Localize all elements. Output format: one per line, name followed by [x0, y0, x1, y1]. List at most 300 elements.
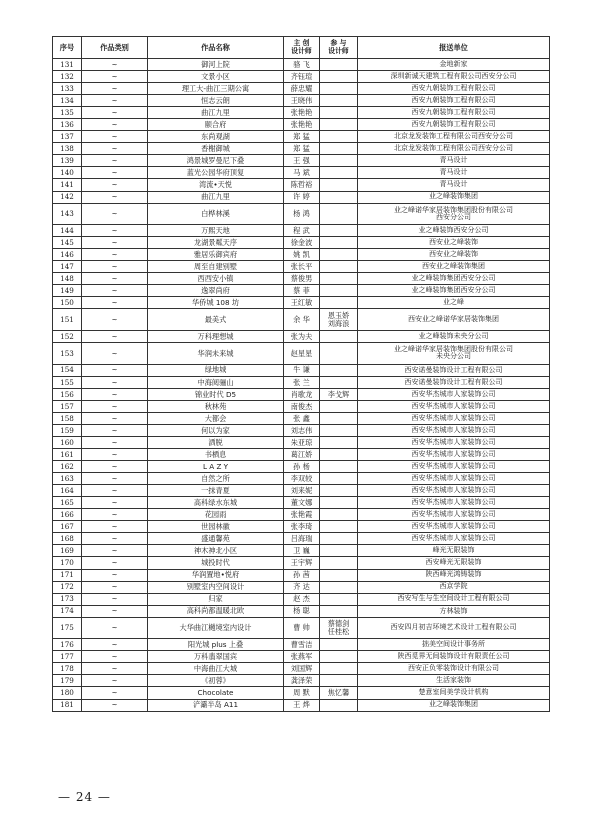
- cell-category: ~: [82, 545, 148, 557]
- cell-no: 149: [53, 285, 82, 297]
- cell-category: ~: [82, 119, 148, 131]
- table-row: [53, 617, 550, 639]
- table-row: [53, 651, 550, 663]
- cell-participant-designer: [320, 249, 358, 261]
- cell-participant-designer: [320, 521, 358, 533]
- cell-submitting-unit: 业之峰装饰西安分公司: [358, 225, 550, 237]
- table-row: [53, 343, 550, 365]
- cell-category: ~: [82, 617, 148, 639]
- cell-category: ~: [82, 237, 148, 249]
- cell-participant-designer: [320, 581, 358, 593]
- cell-no: 168: [53, 533, 82, 545]
- cell-participant-designer: 李戈辉: [320, 388, 358, 400]
- cell-participant-designer: [320, 412, 358, 424]
- cell-submitting-unit: 青马设计: [358, 179, 550, 191]
- cell-work-name: 中海阅骊山: [148, 376, 284, 388]
- cell-category: ~: [82, 699, 148, 711]
- cell-lead-designer: 程 武: [284, 225, 320, 237]
- table-row: [53, 473, 550, 485]
- cell-work-name: 万科翡翠国宾: [148, 651, 284, 663]
- cell-category: ~: [82, 581, 148, 593]
- cell-lead-designer: 刘志伟: [284, 424, 320, 436]
- cell-participant-designer: [320, 59, 358, 71]
- cell-participant-designer: [320, 364, 358, 376]
- table-row: [53, 545, 550, 557]
- cell-work-name: 鸿景城罗曼尼下叠: [148, 155, 284, 167]
- cell-participant-designer: [320, 569, 358, 581]
- cell-submitting-unit: 青马设计: [358, 155, 550, 167]
- cell-category: ~: [82, 343, 148, 365]
- cell-no: 139: [53, 155, 82, 167]
- table-row: [53, 675, 550, 687]
- cell-lead-designer: 吕海瑞: [284, 533, 320, 545]
- cell-lead-designer: 王红敏: [284, 297, 320, 309]
- cell-no: 133: [53, 83, 82, 95]
- table-row: [53, 388, 550, 400]
- cell-lead-designer: 张长平: [284, 261, 320, 273]
- cell-submitting-unit: 西安诺曼装饰设计工程有限公司: [358, 364, 550, 376]
- table-row: [53, 639, 550, 651]
- cell-submitting-unit: 西安华杰城市人家装饰公司: [358, 449, 550, 461]
- cell-work-name: 曲江九里: [148, 191, 284, 203]
- table-row: [53, 400, 550, 412]
- cell-work-name: 神木神北小区: [148, 545, 284, 557]
- cell-participant-designer: [320, 119, 358, 131]
- cell-category: ~: [82, 533, 148, 545]
- table-row: [53, 497, 550, 509]
- cell-submitting-unit: 西安正负零装饰设计有限公司: [358, 663, 550, 675]
- cell-no: 143: [53, 203, 82, 225]
- cell-submitting-unit: 西安业之峰装饰集团: [358, 261, 550, 273]
- cell-category: ~: [82, 663, 148, 675]
- cell-submitting-unit: 业之峰装饰集团: [358, 191, 550, 203]
- cell-submitting-unit: 西安业之峰装饰: [358, 237, 550, 249]
- cell-submitting-unit: 西安九朝装饰工程有限公司: [358, 119, 550, 131]
- cell-participant-designer: [320, 639, 358, 651]
- cell-no: 172: [53, 581, 82, 593]
- cell-lead-designer: 姚 凯: [284, 249, 320, 261]
- header-category: 作品类别: [82, 37, 148, 59]
- table-row: [53, 557, 550, 569]
- cell-no: 157: [53, 400, 82, 412]
- cell-work-name: 逸翠尚府: [148, 285, 284, 297]
- cell-category: ~: [82, 83, 148, 95]
- cell-work-name: 盛通馨苑: [148, 533, 284, 545]
- cell-work-name: 雅居乐御宾府: [148, 249, 284, 261]
- cell-submitting-unit: 西安峰光无限装饰: [358, 557, 550, 569]
- table-row: [53, 285, 550, 297]
- cell-work-name: 香榭御城: [148, 143, 284, 155]
- cell-no: 176: [53, 639, 82, 651]
- cell-participant-designer: [320, 424, 358, 436]
- cell-lead-designer: 陈哲裕: [284, 179, 320, 191]
- cell-participant-designer: [320, 297, 358, 309]
- cell-category: ~: [82, 651, 148, 663]
- cell-no: 167: [53, 521, 82, 533]
- cell-submitting-unit: 西安华杰城市人家装饰公司: [358, 533, 550, 545]
- cell-no: 173: [53, 593, 82, 605]
- cell-submitting-unit: 西安华杰城市人家装饰公司: [358, 424, 550, 436]
- header-lead-designer: 主 创 设计师: [284, 37, 320, 59]
- cell-work-name: 文景小区: [148, 71, 284, 83]
- cell-lead-designer: 张艳艳: [284, 107, 320, 119]
- cell-work-name: 自然之所: [148, 473, 284, 485]
- cell-category: ~: [82, 485, 148, 497]
- cell-participant-designer: [320, 225, 358, 237]
- cell-category: ~: [82, 400, 148, 412]
- table-row: [53, 249, 550, 261]
- cell-no: 179: [53, 675, 82, 687]
- cell-participant-designer: [320, 331, 358, 343]
- table-row: [53, 699, 550, 711]
- table-row: [53, 71, 550, 83]
- cell-submitting-unit: 西安华杰城市人家装饰公司: [358, 509, 550, 521]
- cell-no: 136: [53, 119, 82, 131]
- cell-lead-designer: 曹雪洁: [284, 639, 320, 651]
- cell-submitting-unit: 西安九朝装饰工程有限公司: [358, 95, 550, 107]
- cell-no: 161: [53, 449, 82, 461]
- cell-category: ~: [82, 309, 148, 331]
- cell-participant-designer: [320, 509, 358, 521]
- cell-category: ~: [82, 59, 148, 71]
- cell-submitting-unit: 西安业之峰装饰: [358, 249, 550, 261]
- cell-participant-designer: [320, 651, 358, 663]
- submission-table: [52, 36, 550, 712]
- cell-participant-designer: [320, 167, 358, 179]
- cell-category: ~: [82, 143, 148, 155]
- page-number: — 24 —: [58, 790, 111, 804]
- header-participant-designer: 参 与 设计师: [320, 37, 358, 59]
- cell-lead-designer: 许 婷: [284, 191, 320, 203]
- cell-lead-designer: 张李琦: [284, 521, 320, 533]
- cell-lead-designer: 马 斌: [284, 167, 320, 179]
- table-row: [53, 309, 550, 331]
- cell-category: ~: [82, 167, 148, 179]
- cell-lead-designer: 赵星星: [284, 343, 320, 365]
- cell-submitting-unit: 西安九朝装饰工程有限公司: [358, 107, 550, 119]
- cell-submitting-unit: 西安华杰城市人家装饰公司: [358, 412, 550, 424]
- cell-lead-designer: 郑 猛: [284, 143, 320, 155]
- cell-lead-designer: 张艳艳: [284, 119, 320, 131]
- cell-no: 155: [53, 376, 82, 388]
- cell-lead-designer: 刘国辉: [284, 663, 320, 675]
- table-row: [53, 364, 550, 376]
- cell-work-name: 别墅室内空间设计: [148, 581, 284, 593]
- cell-work-name: 洒脱: [148, 437, 284, 449]
- table-row: [53, 203, 550, 225]
- cell-no: 177: [53, 651, 82, 663]
- cell-work-name: 高科绿水东城: [148, 497, 284, 509]
- cell-no: 131: [53, 59, 82, 71]
- cell-category: ~: [82, 203, 148, 225]
- cell-no: 138: [53, 143, 82, 155]
- cell-lead-designer: 董文娜: [284, 497, 320, 509]
- table-row: [53, 376, 550, 388]
- cell-participant-designer: [320, 179, 358, 191]
- cell-submitting-unit: 陕西觅界无间装饰设计有限责任公司: [358, 651, 550, 663]
- cell-lead-designer: 刘来妮: [284, 485, 320, 497]
- cell-submitting-unit: 方林装饰: [358, 605, 550, 617]
- cell-no: 146: [53, 249, 82, 261]
- cell-no: 154: [53, 364, 82, 376]
- cell-work-name: 秋林苑: [148, 400, 284, 412]
- cell-lead-designer: 龚泽荣: [284, 675, 320, 687]
- cell-no: 166: [53, 509, 82, 521]
- cell-no: 175: [53, 617, 82, 639]
- table-row: [53, 331, 550, 343]
- cell-work-name: 白桦林溪: [148, 203, 284, 225]
- cell-work-name: 浐灞半岛 A11: [148, 699, 284, 711]
- cell-submitting-unit: 深圳新诚天建筑工程有限公司西安分公司: [358, 71, 550, 83]
- cell-no: 164: [53, 485, 82, 497]
- header-no: 序号: [53, 37, 82, 59]
- cell-participant-designer: [320, 155, 358, 167]
- cell-work-name: 高科尚都温暖北欧: [148, 605, 284, 617]
- cell-lead-designer: 王 强: [284, 155, 320, 167]
- cell-submitting-unit: 业之峰装饰未央分公司: [358, 331, 550, 343]
- cell-work-name: 书栖息: [148, 449, 284, 461]
- cell-lead-designer: 蔡俊男: [284, 273, 320, 285]
- cell-participant-designer: [320, 343, 358, 365]
- table-row: [53, 131, 550, 143]
- cell-lead-designer: 葛江娇: [284, 449, 320, 461]
- cell-lead-designer: 王晓伟: [284, 95, 320, 107]
- cell-participant-designer: [320, 285, 358, 297]
- cell-participant-designer: [320, 699, 358, 711]
- cell-category: ~: [82, 449, 148, 461]
- cell-participant-designer: [320, 461, 358, 473]
- cell-category: ~: [82, 71, 148, 83]
- cell-work-name: 东尚观湖: [148, 131, 284, 143]
- cell-work-name: 万科理想城: [148, 331, 284, 343]
- cell-lead-designer: 蔡 菲: [284, 285, 320, 297]
- cell-category: ~: [82, 388, 148, 400]
- table-row: [53, 663, 550, 675]
- cell-participant-designer: [320, 497, 358, 509]
- cell-submitting-unit: 西安华杰城市人家装饰公司: [358, 473, 550, 485]
- table-row: [53, 273, 550, 285]
- cell-participant-designer: 焦忆馨: [320, 687, 358, 699]
- cell-no: 145: [53, 237, 82, 249]
- header-submitting-unit: 报送单位: [358, 37, 550, 59]
- cell-submitting-unit: 业之峰装饰集团西安分公司: [358, 285, 550, 297]
- cell-lead-designer: 南俊杰: [284, 400, 320, 412]
- cell-submitting-unit: 西安诺曼装饰设计工程有限公司: [358, 376, 550, 388]
- cell-submitting-unit: 西安华杰城市人家装饰公司: [358, 461, 550, 473]
- cell-participant-designer: [320, 131, 358, 143]
- cell-no: 132: [53, 71, 82, 83]
- cell-submitting-unit: 金地新家: [358, 59, 550, 71]
- cell-no: 159: [53, 424, 82, 436]
- cell-participant-designer: [320, 203, 358, 225]
- table-row: [53, 569, 550, 581]
- cell-no: 151: [53, 309, 82, 331]
- cell-work-name: 中海曲江大城: [148, 663, 284, 675]
- cell-submitting-unit: 西安四月初吉环境艺术设计工程有限公司: [358, 617, 550, 639]
- table-row: [53, 424, 550, 436]
- table-row: [53, 437, 550, 449]
- table-row: [53, 581, 550, 593]
- cell-category: ~: [82, 509, 148, 521]
- cell-work-name: 龙湖景粼天序: [148, 237, 284, 249]
- table-row: [53, 605, 550, 617]
- cell-participant-designer: [320, 545, 358, 557]
- cell-submitting-unit: 拙美空间设计事务所: [358, 639, 550, 651]
- cell-participant-designer: [320, 400, 358, 412]
- cell-submitting-unit: 西安九朝装饰工程有限公司: [358, 83, 550, 95]
- cell-submitting-unit: 业之峰装饰集团西安分公司: [358, 273, 550, 285]
- cell-work-name: 恒志云朗: [148, 95, 284, 107]
- cell-participant-designer: [320, 107, 358, 119]
- cell-participant-designer: [320, 143, 358, 155]
- table-row: [53, 107, 550, 119]
- cell-participant-designer: [320, 95, 358, 107]
- cell-work-name: 华侨城 108 坊: [148, 297, 284, 309]
- cell-category: ~: [82, 95, 148, 107]
- cell-participant-designer: [320, 605, 358, 617]
- cell-lead-designer: 张 鑫: [284, 412, 320, 424]
- cell-submitting-unit: 业之峰诺华家居装饰集团股份有限公司 未央分公司: [358, 343, 550, 365]
- cell-no: 165: [53, 497, 82, 509]
- cell-submitting-unit: 业之峰装饰集团: [358, 699, 550, 711]
- table-header: [53, 37, 550, 59]
- cell-no: 178: [53, 663, 82, 675]
- cell-work-name: 湾流•天悦: [148, 179, 284, 191]
- cell-category: ~: [82, 521, 148, 533]
- cell-no: 171: [53, 569, 82, 581]
- table-row: [53, 412, 550, 424]
- cell-work-name: 万熙天地: [148, 225, 284, 237]
- cell-participant-designer: [320, 473, 358, 485]
- cell-category: ~: [82, 412, 148, 424]
- cell-category: ~: [82, 191, 148, 203]
- cell-work-name: 西西安小镇: [148, 273, 284, 285]
- cell-no: 169: [53, 545, 82, 557]
- cell-category: ~: [82, 593, 148, 605]
- cell-work-name: 世园林徽: [148, 521, 284, 533]
- cell-participant-designer: [320, 376, 358, 388]
- cell-lead-designer: 孙 杨: [284, 461, 320, 473]
- table-row: [53, 509, 550, 521]
- table-row: [53, 167, 550, 179]
- table-row: [53, 119, 550, 131]
- cell-participant-designer: [320, 533, 358, 545]
- table-row: [53, 225, 550, 237]
- cell-category: ~: [82, 261, 148, 273]
- cell-category: ~: [82, 605, 148, 617]
- cell-lead-designer: 徐金波: [284, 237, 320, 249]
- table-row: [53, 237, 550, 249]
- cell-work-name: 阳光城 plus 上叠: [148, 639, 284, 651]
- cell-work-name: 大华曲江樾境室内设计: [148, 617, 284, 639]
- cell-category: ~: [82, 331, 148, 343]
- cell-lead-designer: 齐钰瑄: [284, 71, 320, 83]
- cell-work-name: 城投时代: [148, 557, 284, 569]
- cell-lead-designer: 牛 谦: [284, 364, 320, 376]
- table-row: [53, 59, 550, 71]
- cell-submitting-unit: 北京龙发装饰工程有限公司西安分公司: [358, 143, 550, 155]
- cell-work-name: 理工大-曲江三期公寓: [148, 83, 284, 95]
- cell-category: ~: [82, 155, 148, 167]
- cell-lead-designer: 赵 杰: [284, 593, 320, 605]
- cell-category: ~: [82, 131, 148, 143]
- cell-category: ~: [82, 285, 148, 297]
- table-row: [53, 191, 550, 203]
- cell-work-name: 曲江九里: [148, 107, 284, 119]
- table-row: [53, 95, 550, 107]
- cell-participant-designer: [320, 71, 358, 83]
- cell-lead-designer: 杨 聪: [284, 605, 320, 617]
- cell-submitting-unit: 西安业之峰诺华家居装饰集团: [358, 309, 550, 331]
- table-row: [53, 83, 550, 95]
- cell-work-name: 华润未来城: [148, 343, 284, 365]
- cell-no: 162: [53, 461, 82, 473]
- cell-category: ~: [82, 249, 148, 261]
- cell-lead-designer: 曹 帅: [284, 617, 320, 639]
- cell-no: 163: [53, 473, 82, 485]
- cell-no: 160: [53, 437, 82, 449]
- cell-no: 140: [53, 167, 82, 179]
- cell-work-name: 绿地城: [148, 364, 284, 376]
- cell-category: ~: [82, 687, 148, 699]
- cell-lead-designer: 薛忠耀: [284, 83, 320, 95]
- cell-lead-designer: 王宇辉: [284, 557, 320, 569]
- cell-work-name: 周至自建别墅: [148, 261, 284, 273]
- cell-work-name: 花园雨: [148, 509, 284, 521]
- table-row: [53, 687, 550, 699]
- cell-participant-designer: [320, 273, 358, 285]
- cell-submitting-unit: 业之峰诺华家居装饰集团股份有限公司 西安分公司: [358, 203, 550, 225]
- cell-participant-designer: [320, 237, 358, 249]
- cell-category: ~: [82, 437, 148, 449]
- table-body: [53, 59, 550, 712]
- cell-category: ~: [82, 273, 148, 285]
- table-row: [53, 261, 550, 273]
- cell-participant-designer: [320, 593, 358, 605]
- cell-category: ~: [82, 364, 148, 376]
- cell-lead-designer: 张艳霞: [284, 509, 320, 521]
- cell-category: ~: [82, 497, 148, 509]
- cell-no: 153: [53, 343, 82, 365]
- cell-submitting-unit: 西安华杰城市人家装饰公司: [358, 388, 550, 400]
- cell-work-name: L A Z Y: [148, 461, 284, 473]
- cell-no: 144: [53, 225, 82, 237]
- cell-no: 158: [53, 412, 82, 424]
- cell-no: 147: [53, 261, 82, 273]
- cell-submitting-unit: 西安华杰城市人家装饰公司: [358, 437, 550, 449]
- cell-participant-designer: [320, 675, 358, 687]
- cell-participant-designer: 蔡德剑 任桂松: [320, 617, 358, 639]
- cell-submitting-unit: 北京龙发装饰工程有限公司西安分公司: [358, 131, 550, 143]
- cell-lead-designer: 杨 鸿: [284, 203, 320, 225]
- cell-submitting-unit: 西安华杰城市人家装饰公司: [358, 497, 550, 509]
- cell-lead-designer: 朱亚琼: [284, 437, 320, 449]
- cell-no: 152: [53, 331, 82, 343]
- header-work: 作品名称: [148, 37, 284, 59]
- cell-submitting-unit: 西安写生与生空间设计工程有限公司: [358, 593, 550, 605]
- cell-category: ~: [82, 424, 148, 436]
- cell-lead-designer: 肖歌龙: [284, 388, 320, 400]
- cell-participant-designer: [320, 485, 358, 497]
- cell-lead-designer: 王 烨: [284, 699, 320, 711]
- cell-no: 174: [53, 605, 82, 617]
- cell-work-name: 御河上院: [148, 59, 284, 71]
- cell-no: 148: [53, 273, 82, 285]
- cell-participant-designer: [320, 663, 358, 675]
- table-row: [53, 593, 550, 605]
- cell-participant-designer: [320, 557, 358, 569]
- cell-submitting-unit: 楚意室间美学设计机构: [358, 687, 550, 699]
